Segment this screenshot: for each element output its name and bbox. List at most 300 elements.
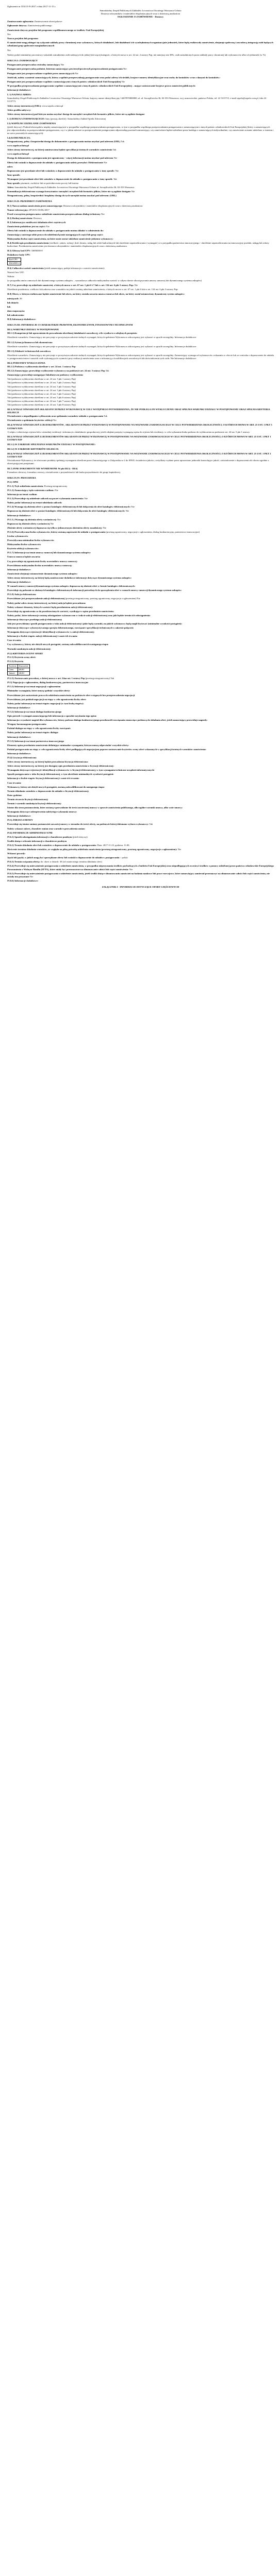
orderer-field	[7, 80, 274, 83]
criteria-header: Kryteria	[8, 664, 18, 668]
procedure-field	[7, 505, 274, 509]
section-heading: SEKCJA III: INFORMACJE O CHARAKTERZE PRAWNYM, EKONOMICZNYM, FINANSOWYM I TECHNICZNYM	[7, 324, 133, 327]
procedure-field	[7, 719, 274, 722]
notice-header	[7, 9, 274, 19]
procedure-field	[7, 769, 274, 772]
communication-field-value: Tak	[113, 177, 117, 180]
procedure-field-label: Skrócenie terminu składania wniosków, ze względu na pilną potrzebę udzielenia zamówienia (przetarg nieograniczony, przetarg ograniczony, negocjacje z ogłoszeniem):	[7, 848, 177, 851]
communication-field	[7, 152, 274, 156]
procedure-field-label: Przewidywana minimalna liczba wykonawców	[7, 539, 55, 542]
cpv-table	[7, 258, 21, 265]
communication-field-label: Adres strony internetowej, na której zamieszczona będzie specyfikacja istotnych warunków zamówienia	[7, 148, 112, 151]
procedure-field-label: Przewiduje się ograniczenia co do przedstawionych wartości, wynikające z opisu przedmiotu zamówienia:	[7, 609, 114, 613]
communication-field-value: Tak	[121, 140, 125, 143]
documents-text: Oświadczenie Wykonawcy, że oferowane produkty spełniają wymagania określone przez Zamawiającego w Załączniku nr 2 do SIWZ; świadectwa jakości, certyfikaty wydane przez uprawnione jednostki kontrolujące jakość, zaświadczenie o dopuszczeniu do obrotu zgodnie z obowiązującymi przepisami.	[7, 459, 269, 465]
notice-type: OGŁOSZENIE O ZAMÓWIENIU - Dostawy	[117, 15, 164, 19]
communication-field-value: Tak	[112, 148, 117, 151]
procedure-field-label: IV.1.2) Zamawiający żąda wniesienia wadium:	[7, 488, 55, 492]
communication-field-label: Inny sposób:	[7, 182, 21, 185]
procedure-field-label: Adres strony internetowej, na której będą zamieszczone dodatkowe informacje dotyczące dynamicznego systemu zakupów:	[7, 576, 132, 579]
procedure-field-label: Język lub języki, w jakich mogą być sporządzane oferty lub wnioski o dopuszczenie do udziału w postępowaniu	[7, 856, 120, 859]
procedure-field	[7, 815, 274, 818]
intro-block	[7, 20, 274, 57]
procedure-field	[7, 715, 274, 718]
procedure-field-value: Nie	[125, 510, 129, 513]
procedure-field-value: Nie	[50, 522, 54, 525]
procedure-field	[7, 810, 274, 814]
communication-field-value: Nie	[113, 157, 118, 160]
subsection-heading: III.1) WARUNKI UDZIAŁU W POSTĘPOWANIU	[7, 328, 59, 331]
subsection-heading: III.5) WYKAZ OŚWIADCZEŃ LUB DOKUMENTÓW SKŁADANYCH PRZEZ WYKONAWCĘ W POSTĘPOWANIU NA WEZWANIE ZAMAWIAJACEGO W CELU POTWIERDZENIA OKOLICZNOŚCI, O KTÓRYCH MOWA W ART. 25 UST. 1 PKT 1 USTAWY PZP	[7, 435, 271, 441]
procedure-field-label: Jaki jest przewidziany sposób postępowania w toku aukcji elektronicznej i jakie będą warunki, na jakich wykonawcy będą mogli licytować (minimalne wysokości postąpień):	[7, 622, 183, 625]
subject-field-value: ZP/25/U/10/DL/2017	[29, 208, 50, 211]
documents-text: Formularz ofertowy, formularz cenowy, oświadczenie o przynależności lub braku przynależności do grupy kapitałowej.	[7, 470, 121, 473]
procedure-field-label: Informacje dodatkowe:	[7, 568, 31, 571]
communication-field	[7, 165, 274, 168]
description-field: II.4) Krótki opis przedmiotu zamówienia (wielkość, zakres, rodzaj i ilość dostaw, usług lub robót budowlanych lub określenie zapotrzebowania i wymagań ) a w przypadku partnerstwa innowacyjnego - określenie zapotrzebowania na innowacyjny produkt, usługę lub roboty budowlane: Przedmiotem zamówienia jest dostawa odczynników i materiałów eksploatacyjnych wraz z dzierżawą analizatora.	[7, 242, 269, 248]
communication-field-value: Nie	[104, 161, 107, 164]
procedure-field	[7, 756, 274, 759]
procedure-field	[7, 485, 274, 488]
procedure-field-label: Minimalne wymagania, które muszą spełniać wszystkie oferty:	[7, 689, 71, 692]
procedure-field-label: Adres strony internetowej, na której będzie prowadzona licytacja elektroniczna:	[7, 760, 89, 764]
exclusion-field-value: Tak	[105, 369, 109, 372]
procedure-field-label: Czy wykonawcy, którzy nie złożyli nowych postąpień, zostaną zakwalifikowani do następnego etapu:	[7, 643, 109, 646]
procedure-field-label: Informacje dodatkowe:	[7, 752, 31, 755]
procedure-field-value: Nie	[103, 526, 107, 529]
subject-field-label: II.1) Nazwa nadana zamówieniu przez zamawiającego:	[7, 204, 63, 207]
procedure-field-label: Czy przewiduje się ograniczenie liczby uczestników umowy ramowej:	[7, 560, 78, 563]
procedure-field	[7, 879, 274, 883]
procedure-field-value: (przetarg nieograniczony) Tak	[85, 677, 114, 680]
procedure-field	[7, 782, 274, 785]
website-link[interactable]: www.szpzlo.ochota.pl	[42, 105, 63, 108]
procedure-field	[7, 706, 274, 709]
procedure-field-value: > polski	[120, 856, 128, 859]
period-field-label: miesiącach:	[7, 297, 19, 300]
procedure-field	[7, 790, 274, 793]
access-label: Adres strony internetowej pod którym można uzyskać dostęp do narzędzi i urządzeń lub formatów plików, które nie są ogólnie dostępne	[7, 113, 145, 116]
procedure-field	[7, 681, 274, 684]
procedure-field	[7, 518, 274, 521]
procedure-field-label: Przewiduje się istotne zmiany postanowień zawartej umowy w stosunku do treści oferty, na podstawie której dokonano wyboru wykonawcy:	[7, 823, 149, 826]
statement-field	[7, 419, 274, 422]
procedure-field-label: Wykonawcy, którzy nie złożyli nowych postąpień, zostaną zakwalifikowani do następnego etapu:	[7, 785, 105, 788]
procedure-field-label: IV.3.2) Informacje na temat dialogu konkurencyjnego	[7, 710, 62, 713]
procedure-field	[7, 694, 274, 697]
procedure-field	[7, 794, 274, 797]
procedure-field	[7, 543, 274, 546]
extra-orders-text: Określenie przedmiotu, wielkości lub zakresu oraz warunków na jakich zostaną udzielone zamówienia, o których mowa w art. 67 ust. 1 pkt 6 lub w art. 134 ust. 6 pkt 3 ustawy Pzp:	[7, 288, 178, 291]
procedure-field	[7, 602, 274, 605]
procedure-field-label: IV.6.1) Sposób udostępniania informacji o charakterze poufnym	[7, 835, 72, 838]
procedure-field-label: Środki służące ochronie informacji o charakterze poufnym	[7, 839, 67, 842]
procedure-field-label: Złożenie oferty wariantowej dopuszcza się tylko z jednoczesnym złożeniem oferty zasadniczej:	[7, 526, 103, 529]
communication-field-label: Dopuszczone jest przesłanie ofert lub wniosków o dopuszczenie do udziału w postępowaniu w inny sposób:	[7, 169, 115, 172]
criteria-table	[7, 664, 30, 675]
conditions-blocks	[7, 332, 274, 360]
condition-title: III.1.1) Kompetencje lub uprawnienia do prowadzenia określonej działalności zawodowej, o ile wynika to z odrębnych przepisów	[7, 332, 138, 335]
communication-field-label: Dostęp do dokumentów z postępowania jest ograniczony - więcej informacji można uzyskać pod adresem	[7, 157, 113, 160]
procedure-field-label: Informacje dodatkowe:	[7, 514, 31, 517]
subject-field-value: Nie	[101, 212, 105, 215]
subsection-heading: III.4) WYKAZ OŚWIADCZEŃ LUB DOKUMENTÓW , SKŁADANYCH PRZEZ WYKONAWCĘ W POSTĘPOWANIU NA WEZWANIE ZAMAWIAJACEGO W CELU POTWIERDZENIA OKOLICZNOŚCI, O KTÓRYCH MOWA W ART. 25 UST. 1 PKT 3 USTAWY PZP:	[7, 423, 272, 430]
procedure-field-label: Informacje dotyczące wykorzystywanego sprzętu elektronicznego, rozwiązań i specyfikacji technicznych w zakresie połączeń:	[7, 626, 134, 630]
period-heading: II.8) Okres, w którym realizowane będzie zamówienie lub okres, na który została zawarta umowa ramowa lub okres, na który został ustanowiony dynamiczny system zakupów:	[7, 293, 185, 296]
period-field	[7, 310, 274, 313]
orderer-field-label: Jeżeli tak, należy wymienić zamawiających, którzy wspólnie przeprowadzają postępowanie oraz podać adresy ich siedzib, krajowe numery identyfikacyjne oraz osoby do kontaktów wraz z danymi do kontaktów:	[7, 76, 220, 79]
communication-field-value: Nie	[115, 169, 119, 172]
procedure-field-label: IV.6.3) Termin związania ofertą:	[7, 860, 40, 863]
subsection-heading: III.5.2) W ZAKRESIE KRYTERIÓW SELEKCJI:	[7, 448, 59, 451]
period-items	[7, 297, 274, 317]
procedure-field-label: Zamówienie obejmuje ustanowienie dynamicznego systemu zakupów:	[7, 572, 78, 575]
procedure-field	[7, 698, 274, 701]
subject-field	[7, 225, 274, 228]
documents-text: 1) odpis z właściwego rejestru lub z centralnej ewidencji i informacji o działalności gospodarczej, jeżeli odrębne przepisy wymagają wpisu do rejestru lub ewidencji, w celu wykazania braku podstaw do wykluczenia na podstawie art. 24 ust. 5 pkt 1 ustawy.	[7, 430, 250, 433]
procedure-field-value: (jeżeli dotyczy):	[72, 835, 88, 838]
procedure-field-label: Przewidziany jest podział negocjacji na etapy w celu ograniczenia liczby ofert:	[7, 698, 87, 701]
procedure-field	[7, 819, 274, 822]
procedure-field-value: do: okres w dniach: 30 (od ostatecznego terminu składania ofert)	[40, 860, 102, 863]
communication-field-label: Nieograniczony, pełny i bezpośredni dostęp do dokumentów z postępowania można uzyskać pod adresem (URL)	[7, 140, 121, 143]
procedure-field	[7, 860, 274, 863]
orderer-field-value: Nie	[121, 80, 125, 83]
intro-field: Nie	[7, 32, 11, 36]
procedure-field-label: IV.5) ZMIANA UMOWY	[7, 819, 33, 822]
procedure-field-label: IV.1) OPIS	[7, 480, 19, 483]
criteria-label: IV.2.1) Kryteria oceny ofert:	[7, 655, 36, 658]
additional-info-field: II.9) Informacje dodatkowe:	[7, 318, 36, 321]
procedure-field-label: Wymagania dotyczące rejestracji i identyfikacji wykonawców w licytacji elektronicznej, w tym wymagania techniczne urządzeń informatycznych:	[7, 769, 155, 772]
procedure-field-label: Należy podać informacje na temat etapów dialogu:	[7, 731, 59, 734]
communication-field	[7, 178, 274, 181]
statement-field-value: Nie	[53, 419, 57, 422]
orderer-field-label: Informacje dodatkowe:	[7, 88, 31, 91]
procedure-field-label: Informacje dodatkowe:	[7, 581, 31, 584]
orderer-field	[7, 72, 274, 75]
communication-field-label: Nieograniczony, pełny, bezpośredni i bezpłatny dostęp do tych narzędzi można uzyskać pod adresem: (URL)	[7, 194, 117, 197]
subject-field-label: Maksymalna liczba części zamówienia, na które może zostać udzielone zamówienie jednemu wykonawcy:	[7, 238, 113, 241]
subject-field	[7, 233, 274, 236]
procedure-after-items	[7, 677, 274, 883]
procedure-field	[7, 777, 274, 780]
website-field: Adres strony internetowej (URL): www.szpzlo.ochota.pl	[7, 105, 63, 108]
communication-field-label: www.szpzlo.ochota.pl	[7, 144, 29, 147]
orderer-type-field: I. 2) RODZAJ ZAMAWIAJĄCEGO: Inny (proszę określić): Samodzielny Zakład Opieki Zdrowotnej	[7, 117, 106, 120]
subject-field	[7, 221, 274, 224]
procedure-field	[7, 723, 274, 726]
orderer-field-value: Nie	[75, 72, 78, 75]
communication-field-label: adres	[7, 165, 13, 168]
value-amount: Wartość bez VAT:	[7, 271, 24, 274]
communication-field	[7, 182, 274, 185]
procedure-field	[7, 806, 274, 809]
procedure-field	[7, 710, 274, 714]
subsection-heading: III.3) WYKAZ OŚWIADCZEŃ SKŁADANYCH PRZEZ WYKONAWCĘ W CELU WSTĘPNEGO POTWIERDZENIA, ŻE NIE PODLEGA ON WYKLUCZENIU ORAZ SPEŁNIA WARUNKI UDZIAŁU W POSTĘPOWANIU ORAZ SPEŁNIA KRYTERIA SELEKCJI	[7, 408, 270, 414]
procedure-field	[7, 832, 274, 835]
intro-paragraph: O zamówienie mogą ubiegać się wyłącznie zakłady pracy chronionej oraz wykonawcy, których działalność, lub działalność ich wyodrębnionych organizacyjnie jednostek, które będą realizowały zamówienie, obejmuje społeczną i zawodową integrację osób będących członkami grup społecznie marginalizowanych	[7, 41, 273, 47]
procedure-field-label: IV.3) Negocjacje z ogłoszeniem, dialog konkurencyjny, partnerstwo innowacyjne	[7, 681, 89, 684]
communication-field	[7, 190, 274, 193]
subject-field	[7, 229, 274, 232]
procedure-field-label: Podział dialogu na etapy w celu ograniczenia liczby rozwiązań:	[7, 727, 71, 730]
procedure-field	[7, 773, 274, 776]
subject-field	[7, 205, 274, 208]
exclusion-field-label: Zamawiający przewiduje następujące fakultatywne podstawy wykluczenia:	[7, 374, 84, 377]
procedure-field	[7, 740, 274, 743]
section-heading: SEKCJA IV: PROCEDURA	[7, 476, 36, 479]
procedure-field	[7, 481, 274, 484]
cpv-table-header-row	[8, 258, 21, 261]
procedure-field-label: Informacje o liczbie etapów aukcji elektronicznej i czasie ich trwania:	[7, 635, 78, 638]
procedure-field	[7, 531, 274, 534]
criteria-header-row	[8, 664, 30, 668]
statement-field-label: Oświadczenie o niepodleganiu wykluczeniu oraz spełnianiu warunków udziału w postępowaniu	[7, 415, 104, 418]
procedure-field-label: IV.6.5) Przewiduje się unieważnienie postępowania o udzielenie zamówienia, jeżeli środki służące sfinansowaniu zamówień na badania naukowe lub prace rozwojowe, które zamawiający zamierzał przeznaczyć na sfinansowanie całości lub części zamówienia, nie zostały mu przyznane	[7, 872, 270, 878]
procedure-field	[7, 744, 274, 747]
procedure-field	[7, 639, 274, 642]
procedure-field	[7, 865, 274, 871]
procedure-field-label: Przewidziane jest zastrzeżenie prawa do udzielenia zamówienia na podstawie ofert wstępnych bez przeprowadzenia negocjacji	[7, 693, 135, 697]
procedure-field-label: Opis potrzeb i wymagań zamawiającego lub informacja o sposobie uzyskania tego opisu:	[7, 715, 97, 718]
period-field-label: data rozpoczęcia:	[7, 309, 25, 312]
exclusion-ground: Tak (podstawa wykluczenia określona w art. 24 ust. 5 pkt 7 ustawy Pzp)	[7, 399, 76, 402]
criteria-name: Jakość	[8, 672, 18, 675]
subject-field-value: Nie	[46, 225, 50, 228]
procedure-field-label: IV.1.3) Przewiduje się udzielenie zaliczek na poczet wykonania zamówienia:	[7, 497, 84, 500]
communication-field-label: Inny sposób:	[7, 173, 21, 176]
exclusion-ground: Tak (podstawa wykluczenia określona w art. 24 ust. 5 pkt 2 ustawy Pzp)	[7, 381, 76, 384]
cpv-main-field: II.5) Główny kod CPV: 33696500-0	[7, 249, 43, 252]
section-heading: SEKCJA I: ZAMAWIAJĄCY	[7, 59, 38, 62]
procedure-field-label: Sposób postępowania w toku licytacji elektronicznej, w tym określenie minimalnych wysokości postąpień:	[7, 773, 114, 776]
procedure-field	[7, 648, 274, 651]
exclusion-field	[7, 365, 274, 368]
procedure-field	[7, 555, 274, 558]
procedure-field	[7, 631, 274, 634]
procedure-field-label: Czas trwania:	[7, 781, 22, 784]
procedure-field	[7, 522, 274, 526]
condition-text: Określenie warunków: Zamawiający nie precyzuje w powyższym zakresie żadnych wymagań, których spełnienie Wykonawca zobowiązany jest wykazać w sposób szczególny. Informacje dodatkowe:	[7, 345, 197, 348]
procedure-field-label: Kryteria selekcji wykonawców:	[7, 547, 39, 550]
statement-field	[7, 415, 274, 418]
procedure-field-label: Informacja na temat wadium	[7, 493, 37, 496]
procedure-field	[7, 564, 274, 567]
section-heading: SEKCJA II: PRZEDMIOT ZAMÓWIENIA	[7, 200, 52, 203]
procedure-field-label: Termin składania wniosków o dopuszczenie do udziału w licytacji elektronicznej:	[7, 789, 89, 792]
procedure-field	[7, 618, 274, 621]
communication-field	[7, 174, 274, 177]
criteria-row	[8, 668, 30, 672]
procedure-field-label: IV.6.6) Informacje dodatkowe:	[7, 879, 39, 882]
publication-line: Ogłoszenie nr 553115-N-2017 z dnia 2017-11-15 r.	[7, 5, 56, 8]
procedure-field	[7, 547, 274, 550]
procedure-field	[7, 510, 274, 513]
criteria-weight: 40,00	[18, 672, 29, 675]
condition-title: III.1.2) Sytuacja finansowa lub ekonomiczna	[7, 341, 53, 344]
buyer-profile-label: Adres profilu nabywcy:	[7, 109, 31, 112]
subject-field-label: II.2) Rodzaj zamówienia:	[7, 216, 33, 219]
procedure-field-value: (przetarg ograniczony, negocjacje z ogłoszeniem, dialog konkurencyjny, partnerstwo innowacyjne)	[106, 530, 200, 533]
procedure-field	[7, 572, 274, 575]
procedure-field-label: Wstępny harmonogram postępowania:	[7, 723, 47, 726]
procedure-field	[7, 731, 274, 734]
communication-field-value: Samodzielny Zespół Publicznych Zakładów Lecznictwa Otwartego Warszawa Ochota ul. Szczęśliwicka 36, 02-353 Warszawa	[14, 186, 135, 189]
procedure-field	[7, 551, 274, 554]
procedure-field-value: Nie	[55, 488, 58, 492]
subject-field	[7, 217, 274, 220]
value-currency: Waluta:	[7, 275, 15, 278]
orderer-field-label: Postępowanie przeprowadza centralny zamawiający	[7, 63, 60, 66]
procedure-field	[7, 760, 274, 764]
procedure-field-label: Termin i warunki zamknięcia licytacji elektronicznej:	[7, 802, 62, 805]
exclusion-grounds-list	[7, 378, 274, 406]
procedure-field-value: (przetarg nieograniczony, przetarg ograniczony, negocjacje z ogłoszeniem) Nie	[65, 597, 140, 600]
procedure-field	[7, 489, 274, 492]
criteria-row	[8, 672, 30, 675]
period-field-label: lub dniach:	[7, 301, 19, 304]
procedure-field-label: Czas trwania:	[7, 639, 22, 642]
orderer-field-label: Postępowanie jest przeprowadzane wspólnie przez zamawiających	[7, 72, 74, 75]
procedure-field-label: IV.3.1) Informacje na temat negocjacji z ogłoszeniem	[7, 685, 61, 688]
communication-field	[7, 161, 274, 164]
criteria-name: Cena	[8, 668, 18, 672]
intro-field: Ogłoszenie dotyczy: Zamówienia publicznego	[7, 24, 52, 27]
criteria-header: Znaczenie	[18, 664, 29, 668]
procedure-field	[7, 593, 274, 596]
procedure-field-label: Maksymalna liczba wykonawców	[7, 543, 41, 546]
procedure-field	[7, 798, 274, 801]
communication-items	[7, 140, 274, 197]
procedure-field	[7, 827, 274, 831]
subject-field-label: II.3) Informacja o możliwości składania ofert częściowych	[7, 221, 66, 224]
section1-items	[7, 63, 274, 92]
period-field-value: 36	[20, 297, 22, 300]
exclusion-field	[7, 374, 274, 377]
condition-text: Określenie warunków: Zamawiający nie precyzuje w powyższym zakresie żadnych wymagań, których spełnienie Wykonawca zobowiązany jest wykazać w sposób szczególny. Zamawiający wymaga od wykonawców wskazania w ofercie lub we wniosku o dopuszczenie do udziału w postępowaniu imion i nazwisk osób wykonujących czynności przy realizacji zamówienia wraz z informacją o kwalifikacjach zawodowych lub doświadczeniu tych osób: Nie Informacje dodatkowe:	[7, 353, 274, 360]
communication-field-label: Wymagane jest przesłanie ofert lub wniosków o dopuszczenie do udziału w postępowaniu w inny sposób:	[7, 177, 113, 180]
procedure-field	[7, 597, 274, 600]
procedure-field	[7, 736, 274, 739]
procedure-field-label: Elementy opisu przedmiotu zamówienia definiujące minimalne wymagania, którym muszą odpowiadać wszystkie oferty:	[7, 743, 129, 747]
notice-title: Dostawa odczynników i materiałów eksploatacyjnych wraz z dzierżawą analizatora	[101, 12, 180, 15]
statement-field-value: Tak	[104, 415, 108, 418]
procedure-field-label: Należy wskazać zakres, charakter zmian oraz warunki wprowadzenia zmian:	[7, 827, 86, 830]
communication-field-value: Nie	[131, 190, 135, 193]
orderer-field	[7, 76, 274, 79]
criteria-weight: 60,00	[18, 668, 29, 672]
procedure-field	[7, 643, 274, 646]
exclusion-field	[7, 369, 274, 372]
orderer-field-value: Nie	[60, 63, 64, 66]
procedure-items	[7, 481, 274, 651]
exclusion-field-label: III.2.1) Podstawy wykluczenia określone w art. 24 ust. 1 ustawy Pzp	[7, 365, 76, 368]
procedure-field-label: Informacje dodatkowe:	[7, 815, 31, 818]
procedure-field-value: Data: 2017-11-23, godzina: 11:00,	[97, 843, 130, 846]
procedure-field	[7, 501, 274, 504]
subsection-heading: I.3) WSPÓLNE UDZIELANIE ZAMÓWIENIA	[7, 122, 56, 125]
exclusion-ground: Tak (podstawa wykluczenia określona w art. 24 ust. 5 pkt 5 ustawy Pzp)	[7, 392, 76, 395]
address-text: Samodzielny Zespół Publicznych Zakładów Lecznictwa Otwartego Warszawa Ochota, krajowy numer identyfikacyjny 14207870000000, ul. ul. Szczęśliwicka 36, 02-353 Warszawa, woj. mazowieckie, państwo Polska, tel. 22 5115715, e-mail szpzlo@szpzlo.com.pl, faks 22 5115773.	[7, 97, 267, 103]
procedure-field-label: IV.1.5.) Wymaga się złożenia oferty wariantowej:	[7, 518, 57, 521]
procedure-field-label: Przewiduje się pobranie ze złożonych katalogów elektronicznych informacji potrzebnych do sporządzenia ofert w ramach umowy ramowej/dynamicznego systemu zakupów:	[7, 589, 182, 592]
procedure-field-label: Podział postępowania na etapy w celu ograniczenia liczby ofert podlegających negocjacjom poprzez zastosowanie kryteriów oceny ofert wskazanych w specyfikacji istotnych warunków zamówienia:	[7, 748, 206, 751]
procedure-field	[7, 689, 274, 692]
procedure-field	[7, 614, 274, 617]
procedure-field	[7, 748, 274, 751]
procedure-field-value: Nie	[177, 848, 182, 851]
subsection-heading: I.4) KOMUNIKACJA:	[7, 137, 31, 139]
procedure-field	[7, 622, 274, 625]
subsection-heading: III.6) WYKAZ OŚWIADCZEŃ LUB DOKUMENTÓW SKŁADANYCH PRZEZ WYKONAWCĘ W POSTĘPOWANIU NA WEZWANIE ZAMAWIAJACEGO W CELU POTWIERDZENIA OKOLICZNOŚCI, O KTÓRYCH MOWA W ART. 25 UST. 1 PKT 2 USTAWY PZP	[7, 452, 271, 459]
procedure-field	[7, 577, 274, 580]
procedure-field	[7, 535, 274, 538]
procedure-field-label: Warunki zamknięcia aukcji elektronicznej:	[7, 647, 51, 650]
exclusion-ground: Tak (podstawa wykluczenia określona w art. 24 ust. 5 pkt 4 ustawy Pzp)	[7, 388, 76, 392]
procedure-field	[7, 702, 274, 705]
orderer-field-value: Nie	[123, 67, 127, 71]
procedure-field-label: W ramach umowy ramowej/dynamicznego systemu zakupów dopuszcza się złożenie ofert w formie katalogów elektronicznych:	[7, 585, 136, 588]
communication-field-value: pisemnie, osobiście lub za pośrednictwem poczty lub kuriera	[21, 182, 79, 185]
intro-paragraph: Nie	[7, 49, 11, 52]
communication-field	[7, 148, 274, 151]
orderer-field	[7, 67, 274, 71]
period-field	[7, 297, 274, 300]
orderer-field-label: Postępowanie jest przeprowadzane wspólnie z zamawiającymi z innych państw członkowskich Unii Europejskiej	[7, 80, 121, 83]
subject-field	[7, 209, 274, 212]
procedure-field	[7, 848, 274, 851]
footer-heading: ZAŁĄCZNIK I - INFORMACJE DOTYCZĄCE OFERT CZĘŚCIOWYCH	[102, 885, 179, 888]
subject-field-value: Dostawy	[33, 216, 42, 219]
procedure-field-label: Informacje dodatkowe	[7, 706, 30, 709]
intro-field: Nazwa projektu lub programu	[7, 37, 38, 40]
communication-field	[7, 140, 274, 143]
procedure-field-label: Informacje o liczbie etapów licytacji elektronicznej i czasie ich trwania:	[7, 777, 79, 780]
procedure-field-label: Dopuszcza się złożenie oferty wariantowej	[7, 522, 50, 525]
procedure-field	[7, 752, 274, 755]
section2-items	[7, 205, 274, 241]
procedure-field	[7, 765, 274, 768]
joint-order-text: (jeżeli dotyczy): Podział obowiązków między zamawiającymi w przypadku wspólnego przeprowadzania postępowania, w tym w przypadku wspólnego przeprowadzania postępowania z zamawiającymi z innych państw członkowskich Unii Europejskiej (który z zamawiających jest odpowiedzialny za przeprowadzenie postępowania, czy i w jakim zakresie za przeprowadzenie postępowania odpowiadają pozostali zamawiający, czy zamówienie będzie udzielane przez każdego z zamawiających indywidualnie, czy zamówienie zostanie udzielone w imieniu i na rzecz pozostałych zamawiających):	[7, 125, 274, 134]
procedure-field-label: Data: godzina:	[7, 793, 22, 796]
intro-paragraph: Należy podać minimalny procentowy wskaźnik zatrudnienia osób należących do jednej lub więcej kategorii, o których mowa w art. 22 ust. 2 ustawy Pzp, nie mniejszy niż 30%, osób zatrudnionych przez zakłady pracy chronionej lub wykonawców albo ich jednostek (w %)	[7, 54, 266, 57]
procedure-field	[7, 872, 274, 878]
communication-field-label: Komunikacja elektroniczna wymaga korzystania z narzędzi i urządzeń lub formatów plików, które nie są ogólnie dostępne	[7, 190, 131, 193]
cpv-extra-label: Dodatkowe kody CPV:	[7, 253, 30, 256]
procedure-field-value: Nie	[131, 505, 135, 509]
org-line: Samodzielny Zespół Publicznych Zakładów Lecznictwa Otwartego Warszawa Ochota	[100, 9, 182, 12]
procedure-field	[7, 560, 274, 563]
subject-field	[7, 238, 274, 241]
orderer-field-label: W przypadku przeprowadzania postępowania wspólnie z zamawiającymi z innych państw członkowskich Unii Europejskiej – mające zastosowanie krajowe prawo zamówień publicznych:	[7, 84, 196, 87]
subject-field	[7, 213, 274, 216]
procedure-field	[7, 497, 274, 500]
condition-title: III.1.3) Zdolność techniczna lub zawodowa	[7, 349, 51, 352]
condition-text: Określenie warunków: Zamawiający nie precyzuje w powyższym zakresie żadnych wymagań, których spełnienie Wykonawca zobowiązany jest wykazać w sposób szczególny. Informacje dodatkowe:	[7, 336, 197, 339]
extra-orders-field: II.7) Czy przewiduje się udzielenie zamówień, o których mowa w art. 67 ust. 1 pkt 6 i 7 lub w art. 134 ust. 6 pkt 3 ustawy Pzp: Nie	[7, 284, 138, 287]
procedure-field-label: Przewidziane jest przeprowadzenie aukcji elektronicznej	[7, 597, 65, 600]
subsection-heading: I. 1) NAZWA I ADRES:	[7, 93, 31, 96]
procedure-field	[7, 802, 274, 805]
procedure-field	[7, 727, 274, 730]
communication-field	[7, 144, 274, 147]
procedure-field-label: Należy podać informacje na temat udzielania zaliczek:	[7, 501, 62, 504]
procedure-field	[7, 589, 274, 592]
procedure-field	[7, 493, 274, 496]
cpv-code: 38434500-2	[8, 261, 21, 265]
procedure-field	[7, 635, 274, 638]
